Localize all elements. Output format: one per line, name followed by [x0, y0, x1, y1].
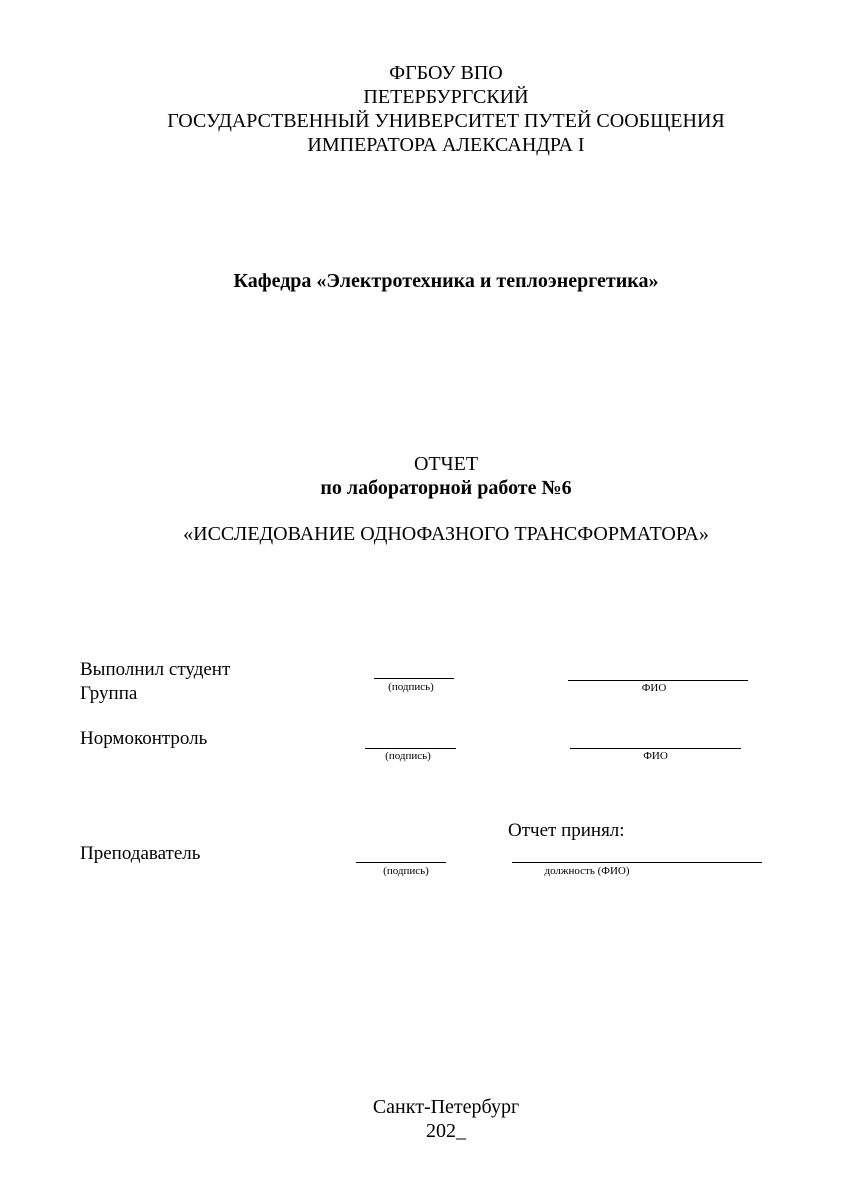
teacher-signature-line	[356, 862, 446, 863]
footer-year: 202_	[426, 1120, 466, 1142]
footer-city: Санкт-Петербург	[372, 1096, 520, 1118]
report-subtitle: по лабораторной работе №6	[320, 477, 572, 499]
normcontrol-signature-line	[365, 748, 456, 749]
header-line-emperor: ИМПЕРАТОРА АЛЕКСАНДРА I	[307, 134, 585, 156]
teacher-label: Преподаватель	[80, 843, 201, 864]
normcontrol-label: Нормоконтроль	[80, 728, 208, 749]
normcontrol-fio-line	[570, 748, 741, 749]
student-label: Выполнил студент	[80, 659, 231, 680]
teacher-position-caption: должность (ФИО)	[544, 865, 630, 877]
group-label: Группа	[80, 683, 138, 704]
normcontrol-fio-caption: ФИО	[643, 750, 668, 762]
student-fio-line	[568, 680, 748, 681]
teacher-position-line	[512, 862, 762, 863]
student-signature-line	[374, 678, 454, 679]
header-line-university: ГОСУДАРСТВЕННЫЙ УНИВЕРСИТЕТ ПУТЕЙ СООБЩЕНИЯ	[167, 110, 725, 132]
report-topic: «ИССЛЕДОВАНИЕ ОДНОФАЗНОГО ТРАНСФОРМАТОРА»	[183, 523, 709, 545]
student-signature-caption: (подпись)	[388, 681, 434, 693]
normcontrol-signature-caption: (подпись)	[385, 750, 431, 762]
department-title: Кафедра «Электротехника и теплоэнергетика»	[233, 270, 659, 292]
report-title: ОТЧЕТ	[413, 453, 479, 475]
header-line-org: ФГБОУ ВПО	[389, 62, 503, 84]
report-accepted-label: Отчет принял:	[508, 820, 625, 841]
teacher-signature-caption: (подпись)	[383, 865, 429, 877]
student-fio-caption: ФИО	[641, 682, 667, 694]
header-line-city: ПЕТЕРБУРГСКИЙ	[363, 86, 529, 108]
